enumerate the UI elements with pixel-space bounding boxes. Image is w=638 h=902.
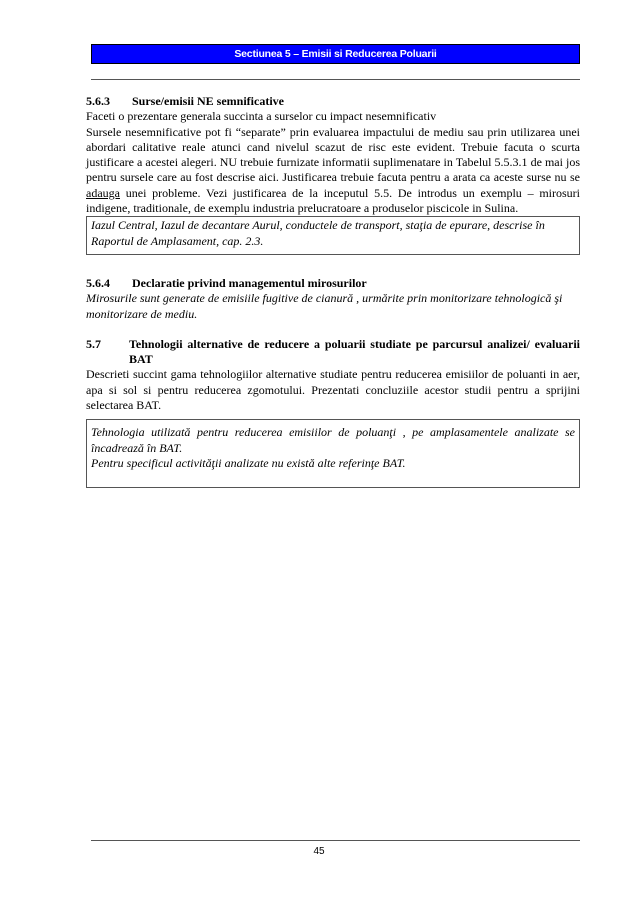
section-57-body: Descrieti succint gama tehnologiilor alternative studiate pentru reducerea emisiilor de poluanti in aer, apa si sol si pentru reducerea zgomotului. Prezentati concluziile acestor studii pentru a sprijini selectarea BAT.: [86, 367, 580, 413]
heading-5-6-4: [86, 276, 580, 291]
section-57-answer-line-2: Pentru specificul activităţii analizate nu există alte referinţe BAT.: [91, 455, 406, 470]
header-rule: [91, 79, 580, 80]
heading-5-7: [86, 337, 580, 368]
heading-title: Tehnologii alternative de reducere a poluarii studiate pe parcursul analizei/ evaluarii BAT: [129, 336, 580, 367]
page-content: [86, 94, 580, 488]
underlined-word: adauga: [86, 185, 120, 200]
page-number: 45: [313, 846, 325, 857]
heading-5-6-3: [86, 94, 580, 109]
footer-rule: [91, 840, 580, 841]
section-header-title: Sectiunea 5 – Emisii si Reducerea Poluarii: [234, 48, 437, 60]
section-57-answer-line-1: Tehnologia utilizată pentru reducerea emisiilor de poluanţi , pe amplasamentele analizate se încadrează în BAT.: [91, 425, 575, 455]
body-text-part: Sursele nesemnificative pot fi “separate” prin evaluarea impactului de mediu sau prin utilizarea unei abordari calitative reale atunci cand nivelul scazut de risc este evident. Trebuie facuta o scurta justificare a acestei alegeri. NU trebuie furnizate informatii suplimenatare in Tabelul 5.5.3.1 de mai jos pentru sursele care au fost descrise aici. Justificarea trebuie facuta pentru a arata ca aceste surse nu se: [86, 124, 580, 185]
section-563-subtitle: Faceti o prezentare generala succinta a surselor cu impact nesemnificativ: [86, 109, 437, 124]
heading-number: 5.6.3: [86, 94, 110, 108]
section-563-answer-box: [86, 216, 580, 255]
section-57-answer-box: [86, 419, 580, 488]
section-563-body: [86, 125, 580, 217]
heading-title: Surse/emisii NE semnificative: [132, 94, 284, 108]
section-564-body: Mirosurile sunt generate de emisiile fugitive de cianură , urmărite prin monitorizare tehnologică şi monitorizare de mediu.: [86, 291, 563, 321]
heading-title: Declaratie privind managementul mirosurilor: [132, 275, 367, 290]
heading-number: 5.7: [86, 336, 101, 351]
section-header-bar: [91, 44, 580, 64]
heading-number: 5.6.4: [86, 275, 110, 290]
body-text-part: unei probleme. Vezi justificarea de la inceputul 5.5. De introdus un exemplu – mirosuri indigene, traditionale, de exemplu industria prelucratoare a produselor piscicole in Sulina.: [86, 185, 580, 216]
section-563-answer-text: Iazul Central, Iazul de decantare Aurul, conductele de transport, staţia de epurare, descrise în Raportul de Amplasament, cap. 2.3.: [91, 218, 545, 248]
